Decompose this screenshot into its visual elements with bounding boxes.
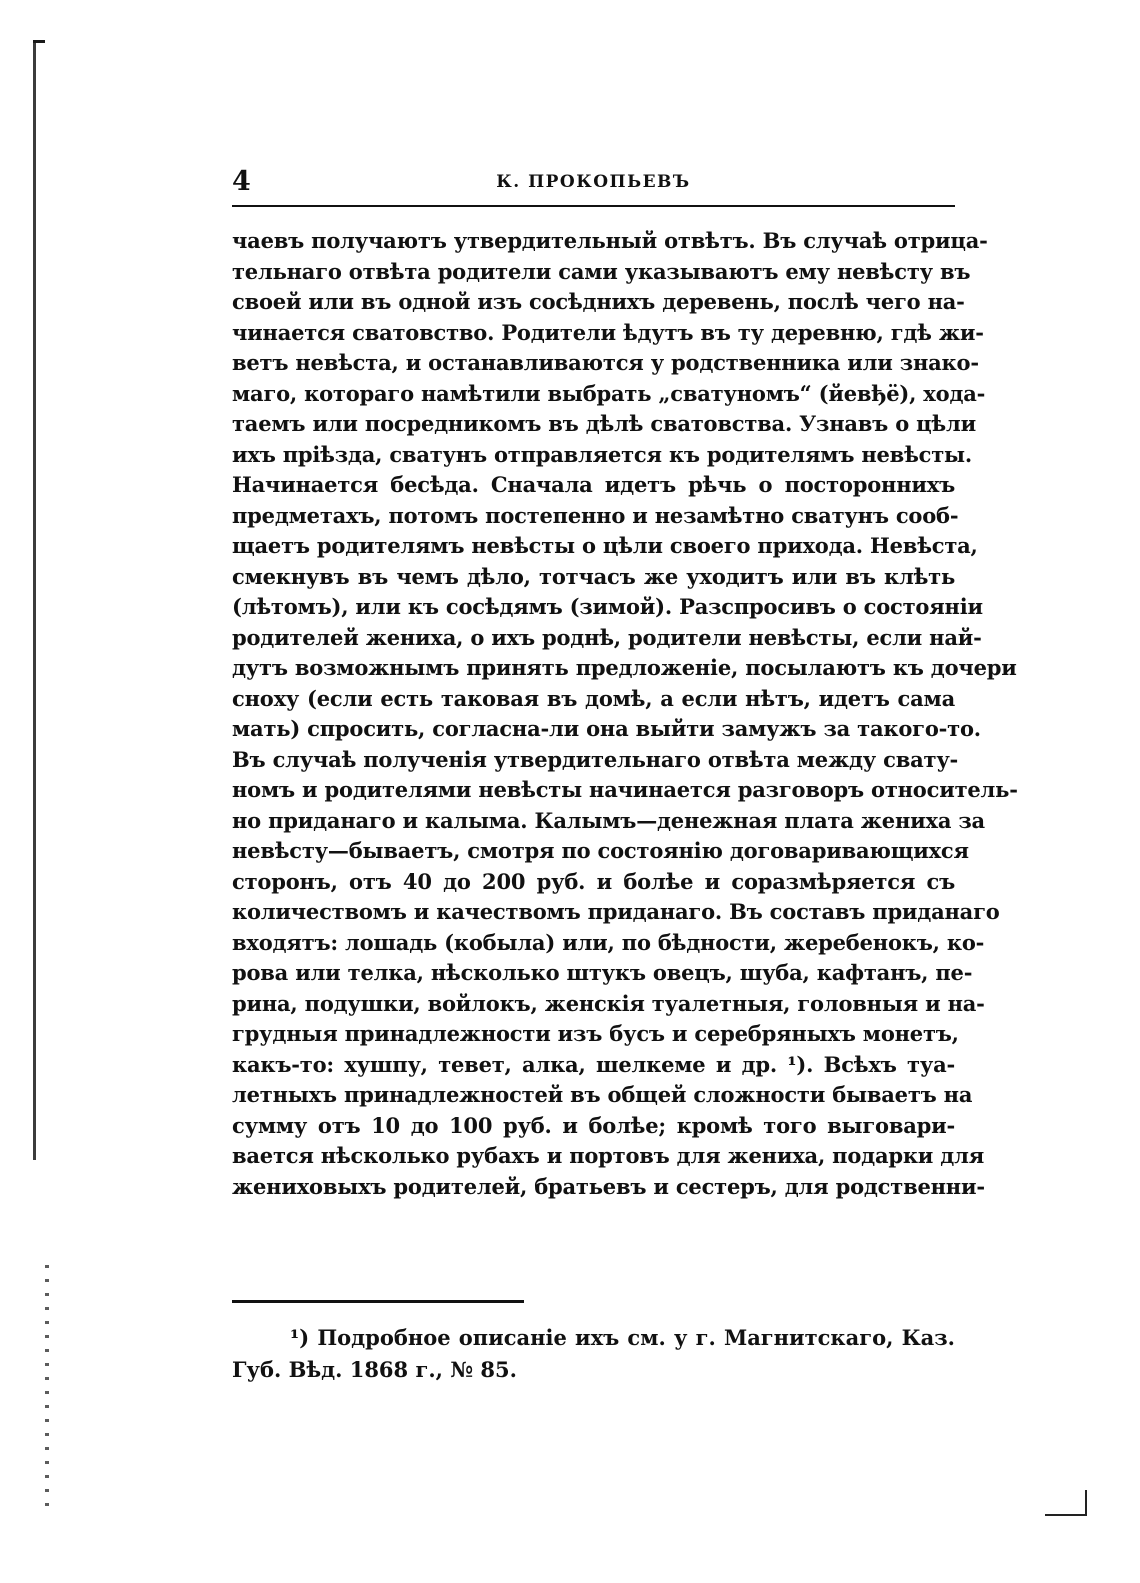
- text-line: летныхъ принадлежностей въ общей сложности бываетъ на: [232, 1082, 973, 1107]
- text-line: рина, подушки, войлокъ, женскія туалетныя, головныя и на-: [232, 990, 985, 1016]
- text-line: рова или телка, нѣсколько штукъ овецъ, шуба, кафтанъ, пе-: [232, 960, 973, 985]
- text-line: номъ и родителями невѣсты начинается разговоръ относитель-: [232, 777, 1018, 802]
- scan-margin-dots: [45, 1265, 49, 1510]
- scan-corner-mark: [1045, 1490, 1087, 1516]
- text-line: входятъ: лошадь (кобыла) или, по бѣдности, жеребенокъ, ко-: [232, 929, 985, 955]
- text-line: сноху (если есть таковая въ домѣ, а если нѣтъ, идетъ сама: [232, 685, 955, 711]
- text-line: щаетъ родителямъ невѣсты о цѣли своего прихода. Невѣста,: [232, 533, 978, 558]
- footnote-line: Губ. Вѣд. 1868 г., № 85.: [232, 1357, 517, 1382]
- text-line: жениховыхъ родителей, братьевъ и сестеръ, для родственни-: [232, 1173, 985, 1199]
- text-line: сторонъ, отъ 40 до 200 руб. и болѣе и соразмѣряется съ: [232, 868, 955, 894]
- text-line: невѣсту—бываетъ, смотря по состоянію договаривающихся: [232, 838, 969, 863]
- text-line: тельнаго отвѣта родители сами указываютъ ему невѣсту въ: [232, 258, 971, 284]
- text-line: сумму отъ 10 до 100 руб. и болѣе; кромѣ того выговари-: [232, 1112, 955, 1138]
- text-line: дутъ возможнымъ принять предложеніе, посылаютъ къ дочери: [232, 655, 1017, 680]
- text-line: маго, котораго намѣтили выбрать „сватуномъ“ (йевђё), хода-: [232, 380, 986, 406]
- footnote-line: ¹) Подробное описаніе ихъ см. у г. Магнитскаго, Каз.: [290, 1325, 955, 1350]
- page-header: [232, 166, 955, 206]
- text-line: количествомъ и качествомъ приданаго. Въ составъ приданаго: [232, 899, 1000, 924]
- text-line: грудныя принадлежности изъ бусъ и серебряныхъ монетъ,: [232, 1021, 959, 1046]
- text-line: таемъ или посредникомъ въ дѣлѣ сватовства. Узнавъ о цѣли: [232, 411, 976, 436]
- text-line: смекнувъ въ чемъ дѣло, тотчасъ же уходитъ или въ клѣть: [232, 563, 955, 589]
- text-line: мать) спросить, согласна-ли она выйти замужъ за такого-то.: [232, 716, 981, 741]
- text-line: ихъ пріѣзда, сватунъ отправляется къ родителямъ невѣсты.: [232, 441, 973, 467]
- text-line: какъ-то: хушпу, тевет, алка, шелкеме и др. ¹). Всѣхъ туа-: [232, 1051, 955, 1077]
- text-line: предметахъ, потомъ постепенно и незамѣтно сватунъ сооб-: [232, 502, 959, 528]
- footnote-rule: [232, 1300, 524, 1303]
- text-line: родителей жениха, о ихъ роднѣ, родители невѣсты, если най-: [232, 624, 982, 650]
- text-line: своей или въ одной изъ сосѣднихъ деревень, послѣ чего на-: [232, 289, 965, 314]
- text-line: чаевъ получаютъ утвердительный отвѣтъ. Въ случаѣ отрица-: [232, 228, 988, 253]
- text-line: вается нѣсколько рубахъ и портовъ для жениха, подарки для: [232, 1143, 985, 1168]
- footnotes: [232, 1322, 955, 1386]
- text-line: (лѣтомъ), или къ сосѣдямъ (зимой). Разспросивъ о состояніи: [232, 594, 983, 619]
- text-line: но приданаго и калыма. Калымъ—денежная плата жениха за: [232, 807, 985, 833]
- page-number: 4: [232, 166, 251, 197]
- text-line: Начинается бесѣда. Сначала идетъ рѣчь о постороннихъ: [232, 472, 955, 497]
- body-text: [232, 226, 1018, 1202]
- text-line: Въ случаѣ полученія утвердительнаго отвѣта между свату-: [232, 746, 959, 772]
- running-head: К. ПРОКОПЬЕВЪ: [496, 172, 691, 192]
- scan-binding-edge: [33, 40, 36, 1160]
- text-line: ветъ невѣста, и останавливаются у родственника или знако-: [232, 350, 979, 375]
- text-line: чинается сватовство. Родители ѣдутъ въ ту деревню, гдѣ жи-: [232, 319, 984, 345]
- header-rule: [232, 205, 955, 207]
